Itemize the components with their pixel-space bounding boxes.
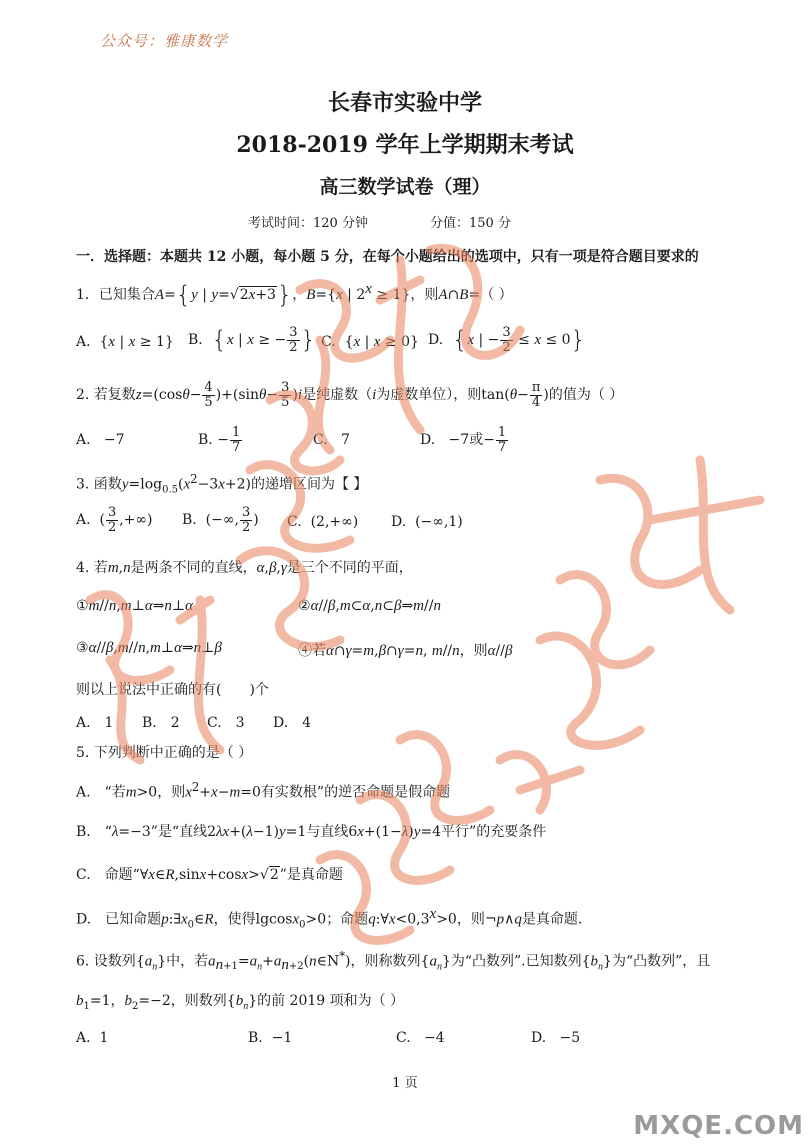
option-b: B. −1 xyxy=(248,1030,293,1046)
option-a: A. {x | x ≥ 1} xyxy=(76,334,174,350)
question-1: 1．已知集合A={y | y=√2x+3}，B={x | $2^x \ge 1$}，则A∩B=（ ） xyxy=(76,281,513,309)
option-d: D. −5 xyxy=(531,1030,581,1046)
question-4-conclusion: 则以上说法中正确的有( )个 xyxy=(76,682,269,698)
option-b: B. (−∞, $\frac{3}{2}$ ) xyxy=(182,505,259,535)
question-6-line-2: $b_1=1$，$b_2=-2$，则数列$\{b_n\}$的前 2019 项和为（ ） xyxy=(76,993,405,1012)
page-number: 1 页 xyxy=(392,1076,418,1091)
question-5-option-b: B. “λ=−3”是“直线2λx+(λ−1)y=1与直线6x+(1−λ)y=4平行”的充要条件 xyxy=(76,824,547,840)
question-5: 5. 下列判断中正确的是（ ） xyxy=(76,745,253,761)
corner-logo: MXQE.COM xyxy=(633,1111,804,1141)
option-c: C. 3 xyxy=(207,715,245,731)
paper-title: 高三数学试卷（理） xyxy=(319,176,491,198)
question-4-statements-3-4: ③α//β,m//n,m⊥α⇒n⊥β ④若α∩γ=m,β∩γ=n, m//n，则α//β xyxy=(76,640,513,659)
option-c: C. −4 xyxy=(396,1030,445,1046)
question-5-option-d: D. 已知命题$p:\exists x_0\in R$，使得lgcosx$_0$>0；命题$q:\forall x<0,3^x>0$，则¬p∧q是真命题. xyxy=(76,906,583,931)
question-6: 6. 设数列$\{a_n\}$中，若$a_{n+1}=a_n+a_{n+2}(n\in N^*)$，则称数列$\{a_n\}$为“凸数列”.已知数列$\{b_n\}$为“凸数列”，且 xyxy=(76,949,711,974)
question-5-option-a: A. “若m>0，则$x^2+x-m=0$有实数根”的逆否命题是假命题 xyxy=(76,780,451,801)
option-d: D. {x | − $\frac{3}{2}$ ≤ x ≤ 0} xyxy=(428,325,586,355)
option-b: B. {x | x ≥ − $\frac{3}{2}$ } xyxy=(188,325,316,355)
option-a: A. −7 xyxy=(76,432,125,448)
option-d: D. −7或− $\frac{1}{7}$ xyxy=(420,425,507,455)
option-c: C. {x | x ≥ 0} xyxy=(321,334,419,350)
option-d: D. (−∞,1) xyxy=(391,514,463,530)
option-b: B. − $\frac{1}{7}$ xyxy=(198,425,241,455)
question-4: 4. 若m,n是两条不同的直线，α,β,γ是三个不同的平面， xyxy=(76,560,413,576)
section-heading: 一．选择题：本题共 12 小题，每小题 5 分，在每个小题给出的选项中，只有一项是符合题目要求的 xyxy=(76,249,699,265)
question-3: 3. 函数$y=\log_{0.5}(x^2-3x+2)$的递增区间为【 】 xyxy=(76,472,368,496)
option-b: B. 2 xyxy=(142,715,180,731)
question-5-option-c: C. 命题“∀x∈R,sinx+cosx>√2”是真命题 xyxy=(76,867,343,883)
option-c: C. 7 xyxy=(313,432,350,448)
school-title: 长春市实验中学 xyxy=(327,90,482,116)
exam-score: 分值：150 分 xyxy=(430,216,511,231)
option-a: A. 1 xyxy=(76,1030,109,1046)
question-2: 2. 若复数z=(cosθ− $\frac{4}{5}$ )+(sinθ− $\frac{3}{5}$ )i是纯虚数（i为虚数单位），则tan(θ− $\frac{\pi}{4}$ )的值为（ ） xyxy=(76,380,624,410)
question-4-statements-1-2: ①m//n,m⊥α⇒n⊥α ②α//β,m⊂α,n⊂β⇒m//n xyxy=(76,598,441,614)
exam-time: 考试时间：120 分钟 xyxy=(248,216,368,231)
exam-title: 2018-2019 学年上学期期末考试 xyxy=(236,132,574,158)
option-a: A. ( $\frac{3}{2}$ ,+∞) xyxy=(76,505,153,535)
option-a: A. 1 xyxy=(76,715,114,731)
header-tag: 公众号：雅康数学 xyxy=(100,32,229,50)
option-c: C. (2,+∞) xyxy=(287,514,359,530)
option-d: D. 4 xyxy=(273,715,312,731)
